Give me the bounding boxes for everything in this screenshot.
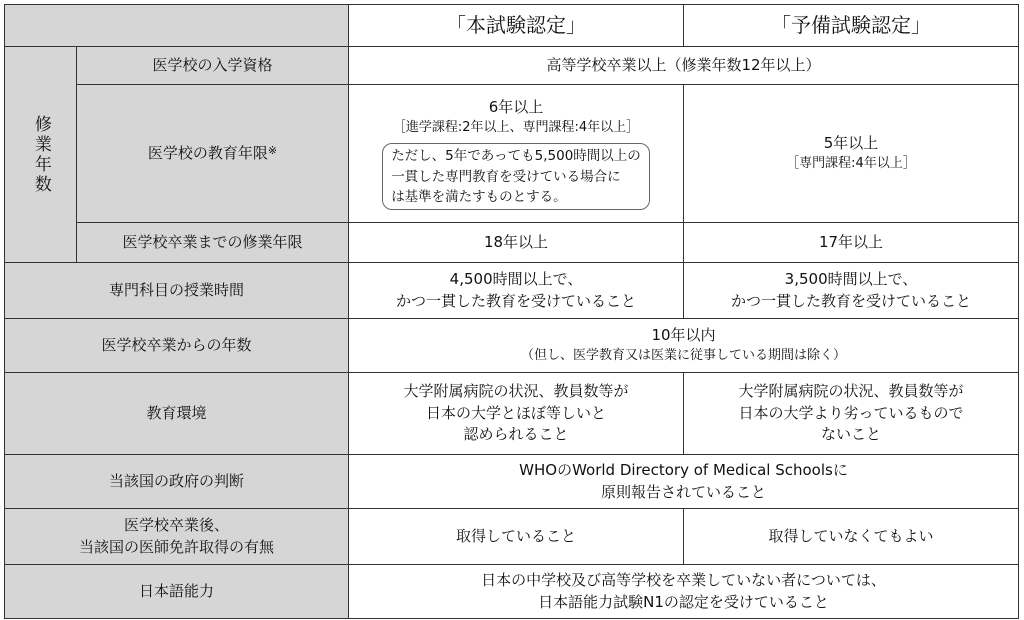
row-label-hours: 専門科目の授業時間 xyxy=(5,263,349,319)
years-main-note-line: 一貫した専門教育を受けている場合に xyxy=(391,168,621,185)
years-prelim-line1: 5年以上 xyxy=(823,134,879,153)
header-main-exam: 「本試験認定」 xyxy=(349,5,684,47)
row-label-license xyxy=(5,509,349,565)
years-main-line2: ［進学課程:2年以上、専門課程:4年以上］ xyxy=(392,119,640,135)
environment-main-cell xyxy=(349,373,684,455)
hours-main-line: 4,500時間以上で、 xyxy=(449,269,583,288)
years-main-line1: 6年以上 xyxy=(488,97,544,116)
language-line: 日本語能力試験N1の認定を受けていること xyxy=(538,592,829,611)
years-prelim-line2: ［専門課程:4年以上］ xyxy=(786,155,916,171)
language-shared-cell xyxy=(349,565,1019,619)
license-prelim: 取得していなくてもよい xyxy=(684,509,1019,565)
total-years-prelim: 17年以上 xyxy=(684,223,1019,263)
years-main-cell xyxy=(349,85,684,223)
row-label-language: 日本語能力 xyxy=(5,565,349,619)
environment-prelim-line: 大学附属病院の状況、教員数等が xyxy=(738,381,964,400)
row-label-years-text: 医学校の教育年限 xyxy=(147,143,268,162)
environment-main-line: 日本の大学とほぼ等しいと xyxy=(425,403,606,422)
environment-prelim-line: 日本の大学より劣っているもので xyxy=(738,403,964,422)
environment-prelim-line: ないこと xyxy=(820,425,881,444)
years-main-note xyxy=(382,143,650,210)
since-grad-line2: （但し、医学教育又は医業に従事している期間は除く） xyxy=(520,347,846,363)
government-line: 原則報告されていること xyxy=(600,482,766,501)
environment-main-line: 認められること xyxy=(463,425,569,444)
since-grad-line1: 10年以内 xyxy=(651,326,716,345)
license-label-line: 医学校卒業後、 xyxy=(123,515,229,534)
government-shared-cell xyxy=(349,455,1019,509)
footnote-mark: ※ xyxy=(267,143,278,157)
row-label-entry: 医学校の入学資格 xyxy=(77,47,349,85)
header-prelim-exam: 「予備試験認定」 xyxy=(684,5,1019,47)
row-label-government: 当該国の政府の判断 xyxy=(5,455,349,509)
row-label-since-grad: 医学校卒業からの年数 xyxy=(5,319,349,373)
entry-shared-value: 高等学校卒業以上（修業年数12年以上） xyxy=(349,47,1019,85)
years-prelim-cell xyxy=(684,85,1019,223)
row-label-total-years: 医学校卒業までの修業年限 xyxy=(77,223,349,263)
environment-main-line: 大学附属病院の状況、教員数等が xyxy=(403,381,629,400)
hours-prelim-cell xyxy=(684,263,1019,319)
row-label-environment: 教育環境 xyxy=(5,373,349,455)
header-blank-cell xyxy=(5,5,349,47)
row-label-years xyxy=(77,85,349,223)
environment-prelim-cell xyxy=(684,373,1019,455)
license-label-line: 当該国の医師免許取得の有無 xyxy=(78,537,274,556)
group-years-cell xyxy=(5,47,77,263)
hours-prelim-line: かつ一貫した教育を受けていること xyxy=(730,291,971,310)
years-main-note-line: は基準を満たすものとする。 xyxy=(391,188,567,205)
comparison-table xyxy=(4,4,1019,619)
language-line: 日本の中学校及び高等学校を卒業していない者については、 xyxy=(481,570,886,589)
since-grad-shared-cell xyxy=(349,319,1019,373)
hours-main-line: かつ一貫した教育を受けていること xyxy=(395,291,636,310)
government-line: WHOのWorld Directory of Medical Schoolsに xyxy=(519,460,848,479)
hours-prelim-line: 3,500時間以上で、 xyxy=(784,269,918,288)
hours-main-cell xyxy=(349,263,684,319)
license-main: 取得していること xyxy=(349,509,684,565)
group-years-label: 修業年数 xyxy=(30,114,51,195)
total-years-main: 18年以上 xyxy=(349,223,684,263)
years-main-note-line: ただし、5年であっても5,500時間以上の xyxy=(391,148,641,165)
